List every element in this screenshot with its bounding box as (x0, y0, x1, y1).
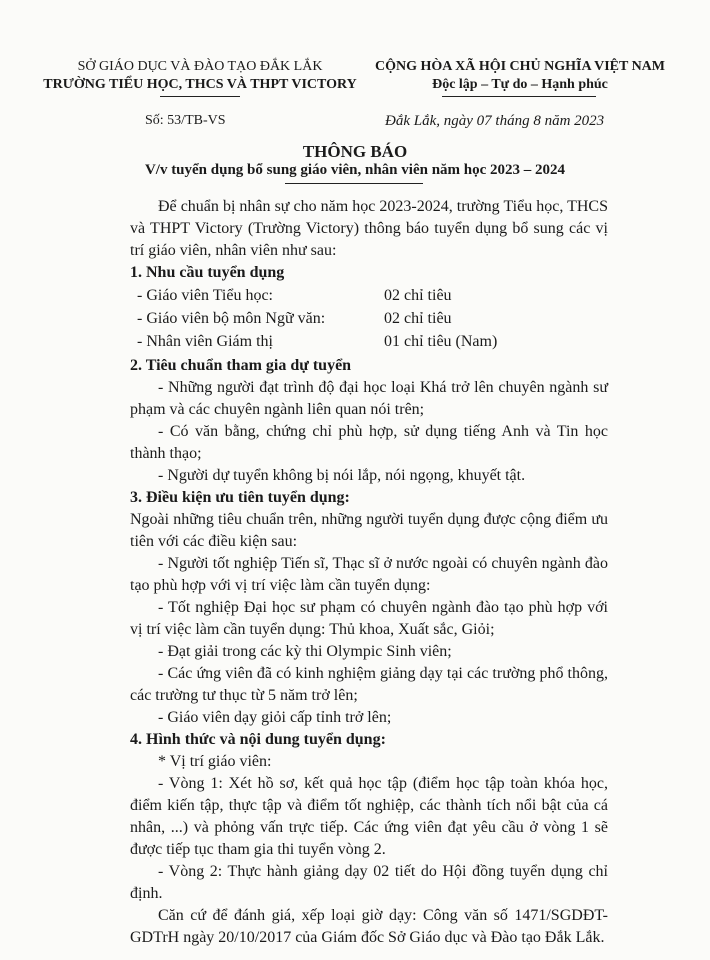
criteria-item: - Có văn bằng, chứng chỉ phù hợp, sử dụng tiếng Anh và Tin học thành thạo; (130, 423, 608, 462)
subtitle-underline (285, 183, 423, 184)
priority-item: - Người tốt nghiệp Tiến sĩ, Thạc sĩ ở nước ngoài có chuyên ngành đào tạo phù hợp với vị trí việc làm cần tuyển dụng: (130, 555, 608, 594)
document-title: THÔNG BÁO (302, 142, 408, 161)
need-label: - Nhân viên Giám thị (137, 333, 273, 350)
need-value: 01 chỉ tiêu (Nam) (384, 333, 498, 350)
document-number: Số: 53/TB-VS (145, 113, 226, 128)
section-3-heading: 3. Điều kiện ưu tiên tuyển dụng: (130, 489, 350, 506)
criteria-item: - Những người đạt trình độ đại học loại Khá trở lên chuyên ngành sư phạm và các chuyên ngành liên quan nói trên; (130, 379, 608, 418)
document-subtitle: V/v tuyển dụng bổ sung giáo viên, nhân viên năm học 2023 – 2024 (144, 162, 566, 178)
section-2-heading: 2. Tiêu chuẩn tham gia dự tuyển (130, 357, 352, 374)
issuer-block (40, 58, 360, 94)
priority-item: - Đạt giải trong các kỳ thi Olympic Sinh viên; (158, 643, 452, 660)
priority-item: - Các ứng viên đã có kinh nghiệm giảng dạy tại các trường phổ thông, các trường tư thục từ 5 năm trở lên; (130, 665, 608, 704)
need-value: 02 chỉ tiêu (384, 310, 452, 327)
department-name: SỞ GIÁO DỤC VÀ ĐÀO TẠO ĐẮK LẮK (77, 59, 323, 74)
school-name: TRƯỜNG TIỂU HỌC, THCS VÀ THPT VICTORY (43, 77, 357, 92)
document-body (130, 196, 608, 949)
evaluation-basis: Căn cứ để đánh giá, xếp loại giờ dạy: Công văn số 1471/SGDĐT-GDTrH ngày 20/10/2017 của Giám đốc Sở Giáo dục và Đào tạo Đắk Lắk. (130, 907, 608, 946)
priority-item: - Giáo viên dạy giỏi cấp tỉnh trở lên; (158, 709, 392, 726)
need-row (130, 284, 608, 307)
date-place: Đắk Lắk, ngày 07 tháng 8 năm 2023 (385, 113, 605, 129)
teacher-position-label: * Vị trí giáo viên: (158, 753, 272, 770)
priority-item: - Tốt nghiệp Đại học sư phạm có chuyên ngành đào tạo phù hợp với vị trí việc làm cần tuyển dụng: Thủ khoa, Xuất sắc, Giỏi; (130, 599, 608, 638)
round-1-text: - Vòng 1: Xét hồ sơ, kết quả học tập (điểm học tập toàn khóa học, điểm kiến tập, thực tập và điểm tốt nghiệp, các thành tích nổi bật của cá nhân, ...) và phỏng vấn trực tiếp. Các ứng viên đạt yêu cầu ở vòng 1 sẽ được tiếp tục tham gia thi tuyển vòng 2. (130, 775, 608, 858)
priority-intro: Ngoài những tiêu chuẩn trên, những người tuyển dụng được cộng điểm ưu tiên với các điều kiện sau: (130, 511, 608, 550)
need-row (130, 307, 608, 330)
round-2-text: - Vòng 2: Thực hành giảng dạy 02 tiết do Hội đồng tuyển dụng chỉ định. (130, 863, 608, 902)
motto-underline (442, 96, 596, 97)
section-1-heading: 1. Nhu cầu tuyển dụng (130, 264, 285, 281)
intro-paragraph: Để chuẩn bị nhân sự cho năm học 2023-2024, trường Tiểu học, THCS và THPT Victory (Trường Victory) thông báo tuyển dụng bổ sung các vị trí giáo viên, nhân viên như sau: (130, 198, 608, 259)
need-label: - Giáo viên bộ môn Ngữ văn: (137, 310, 326, 327)
criteria-item: - Người dự tuyển không bị nói lắp, nói ngọng, khuyết tật. (158, 467, 526, 484)
motto: Độc lập – Tự do – Hạnh phúc (432, 77, 608, 92)
section-4-heading: 4. Hình thức và nội dung tuyển dụng: (130, 731, 386, 748)
school-underline (160, 96, 240, 97)
country-name: CỘNG HÒA XÃ HỘI CHỦ NGHĨA VIỆT NAM (374, 59, 665, 74)
national-motto-block (360, 58, 680, 94)
need-row (130, 330, 608, 353)
need-value: 02 chỉ tiêu (384, 287, 452, 304)
need-label: - Giáo viên Tiểu học: (137, 287, 273, 304)
